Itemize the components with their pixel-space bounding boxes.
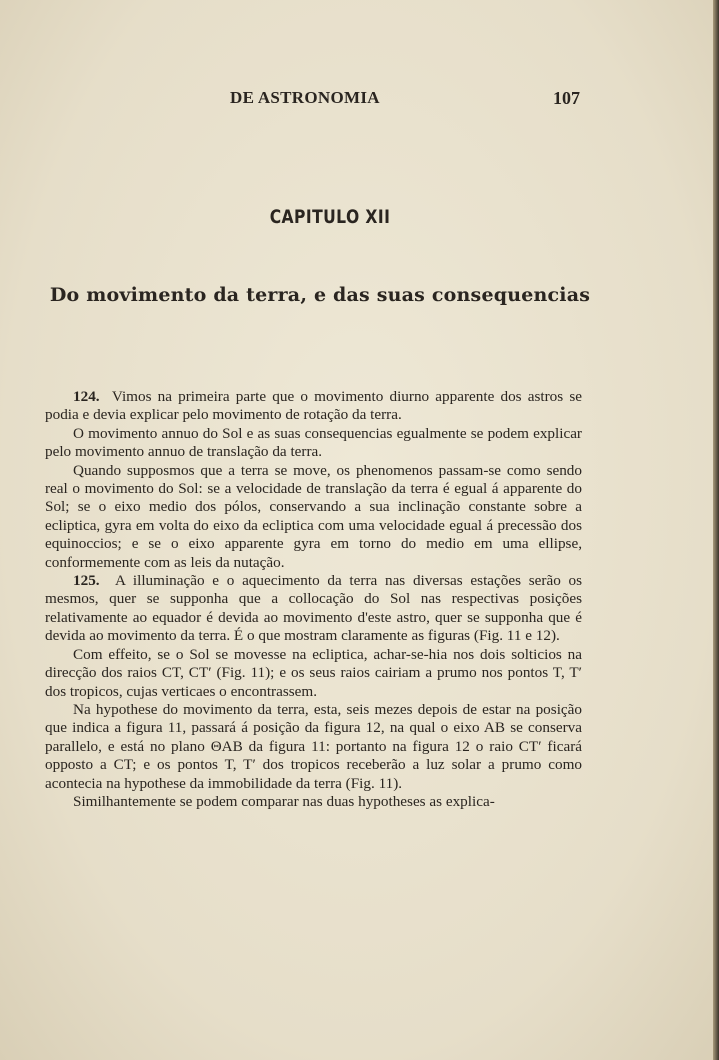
paragraph-text: Com effeito, se o Sol se movesse na ecliptica, achar-se-hia nos dois solticios na direcção dos raios CT, CT′ (Fig. 11); e os seus raios cairiam a prumo nos pontos T, T′ dos tropicos, cujas verticaes o encontrassem. bbox=[45, 645, 582, 700]
paragraph bbox=[45, 425, 582, 462]
paragraph-text: Quando supposmos que a terra se move, os phenomenos passam-se como sendo real o movimento do Sol: se a velocidade de translação da terra é egual á apparente do Sol; se o eixo medio dos pólos, conservando a sua inclinação constante sobre a ecliptica, gyra em volta do eixo da ecliptica com uma velocidade egual á precessão dos equinoccios; e se o eixo apparente gyra em torno do medio em uma ellipse, conformemente com as leis da nutação. bbox=[45, 461, 582, 571]
page-edge-shadow bbox=[713, 0, 719, 1060]
paragraph-125 bbox=[45, 572, 582, 646]
paragraph bbox=[45, 462, 582, 572]
chapter-subtitle: Do movimento da terra, e das suas consequencias bbox=[49, 284, 591, 306]
paragraph-text: Na hypothese do movimento da terra, esta, seis mezes depois de estar na posição que indica a figura 11, passará á posição da figura 12, na qual o eixo AB se conserva parallelo, e está no plano ΘAB da figura 11: portanto na figura 12 o raio CT′ ficará opposto a CT; e os pontos T, T′ dos tropicos receberão a luz solar a prumo como acontecia na hypothese da immobilidade da terra (Fig. 11). bbox=[45, 700, 582, 792]
paragraph bbox=[45, 701, 582, 793]
paragraph-text: O movimento annuo do Sol e as suas consequencias egualmente se podem explicar pelo movimento annuo de translação da terra. bbox=[45, 424, 582, 461]
paragraph-number: 124. bbox=[73, 388, 100, 405]
paragraph bbox=[45, 646, 582, 701]
body-text bbox=[45, 388, 582, 811]
paragraph-number: 125. bbox=[73, 572, 100, 590]
paragraph bbox=[45, 793, 582, 811]
chapter-heading: CAPITULO XII bbox=[269, 206, 391, 228]
paragraph-text: A illuminação e o aquecimento da terra nas diversas estações serão os mesmos, quer se supponha que a collocação do Sol nas respectivas posições relativamente ao equador é devida ao movimento d'este astro, quer se supponha que é devida ao movimento da terra. É o que mostram claramente as figuras (Fig. 11 e 12). bbox=[45, 572, 583, 645]
paragraph-text: Similhantemente se podem comparar nas duas hypotheses as explica- bbox=[73, 792, 495, 810]
page-number: 107 bbox=[553, 88, 580, 108]
paragraph-124 bbox=[45, 388, 582, 425]
running-title: DE ASTRONOMIA bbox=[230, 88, 380, 107]
running-header bbox=[40, 88, 580, 112]
paragraph-text: Vimos na primeira parte que o movimento diurno apparente dos astros se podia e devia explicar pelo movimento de rotação da terra. bbox=[45, 388, 582, 424]
